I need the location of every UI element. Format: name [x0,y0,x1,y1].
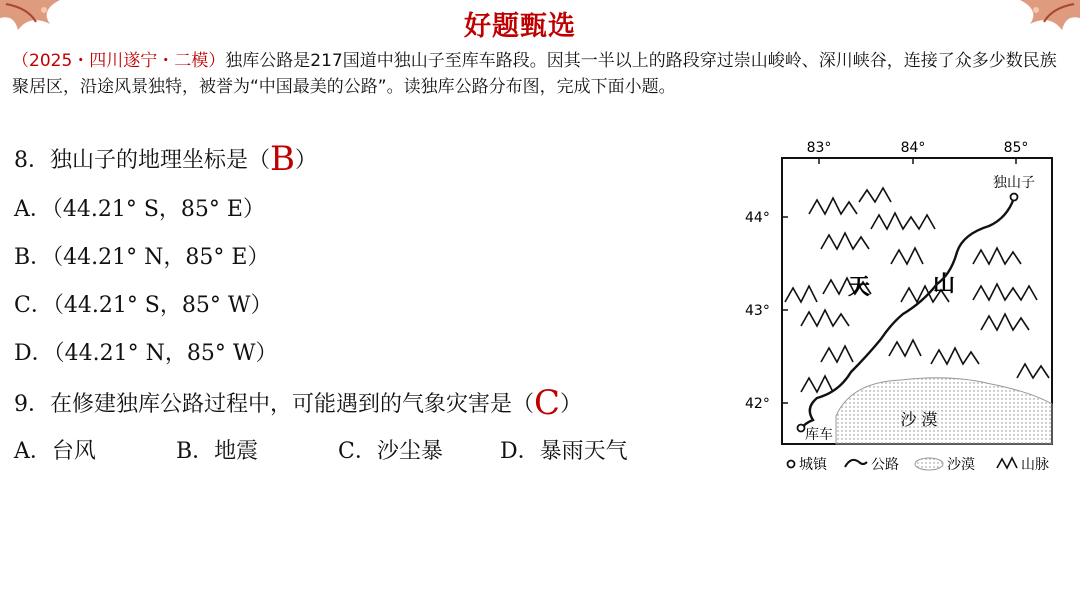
question-intro [12,48,1072,100]
q9-option-c[interactable]: C．沙尘暴 [338,439,443,464]
town-dushanzi-label: 独山子 [993,175,1035,191]
town-kuqa-label: 库车 [805,427,833,443]
lat-label-44: 44° [745,210,770,226]
page-title: 好题甄选 [464,11,576,42]
town-kuqa-marker [798,425,805,432]
question-source: （2025・四川遂宁・二模） [12,51,226,71]
q8-option-b[interactable]: B．（44.21° N，85° E） [14,245,270,270]
q8-option-a[interactable]: A．（44.21° S，85° E） [14,197,265,222]
q8-stem-close: ） [295,148,318,173]
q9-answer: C [534,383,561,423]
legend-road: 公路 [871,457,899,473]
q9-stem [14,383,583,423]
lon-label-85: 85° [1003,140,1029,156]
lat-label-43: 43° [745,303,770,319]
legend-desert: 沙漠 [947,457,975,473]
mountain-label-tian: 天 [847,275,871,300]
town-dushanzi-marker [1011,194,1018,201]
q9-option-b[interactable]: B．地震 [176,439,259,464]
mountain-label-shan: 山 [932,272,956,297]
q8-stem-text: 8．独山子的地理坐标是（ [14,148,270,173]
q8-stem [14,139,318,179]
duku-highway-map [741,134,1063,476]
q8-option-c[interactable]: C．（44.21° S，85° W） [14,293,273,318]
q9-option-d[interactable]: D．暴雨天气 [500,439,628,464]
legend-town: 城镇 [799,457,827,473]
q8-option-d[interactable]: D．（44.21° N，85° W） [14,341,278,366]
lat-label-42: 42° [745,396,770,412]
q9-option-a[interactable]: A．台风 [14,439,96,464]
q9-stem-close: ） [560,392,583,417]
q8-answer: B [270,139,295,179]
lon-label-84: 84° [900,140,926,156]
desert-label: 沙 漠 [900,410,938,429]
q9-stem-text: 9．在修建独库公路过程中，可能遇到的气象灾害是（ [14,392,534,417]
q9-options [14,437,628,467]
lon-label-83: 83° [806,140,832,156]
intro-text: 独库公路是217国道中独山子至库车路段。因其一半以上的路段穿过崇山峻岭、深川峡谷，连接了众多少数民族聚居区，沿途风景独特，被誉为“中国最美的公路”。读独库公路分布图，完成下面小题。 [12,51,1057,97]
legend-mountain: 山脉 [1021,457,1049,473]
